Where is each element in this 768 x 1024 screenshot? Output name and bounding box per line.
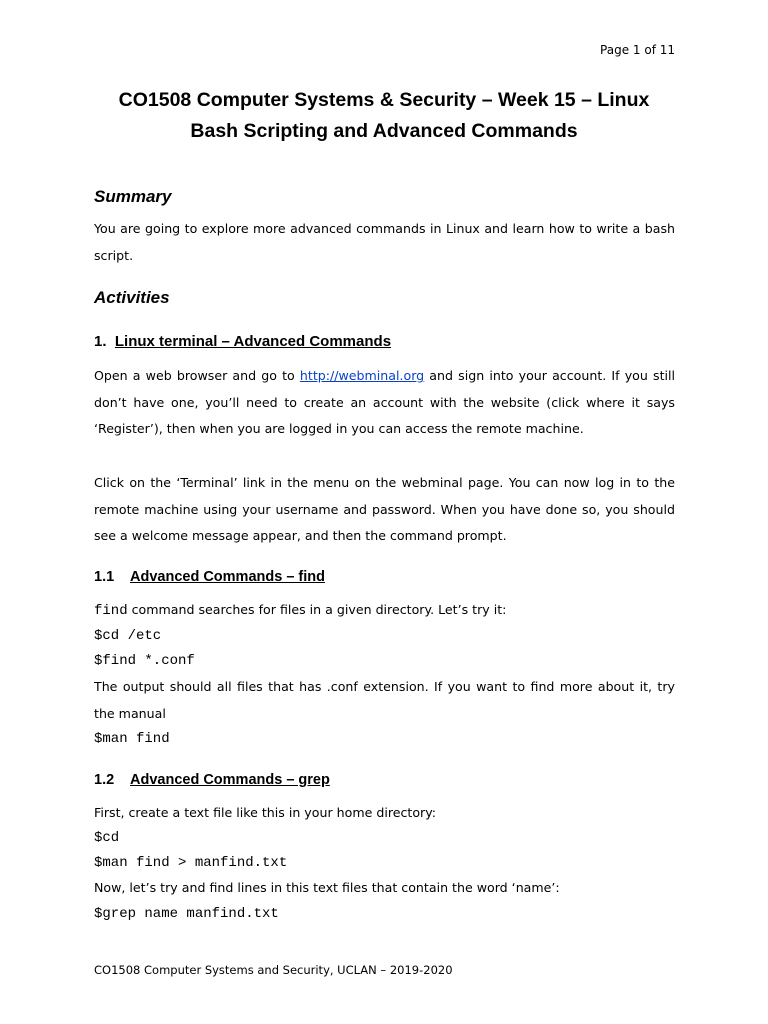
para1-before-link: Open a web browser and go to <box>94 368 300 383</box>
find-output-text: The output should all files that has .conf extension. If you want to find more about it, try the manual <box>94 679 675 721</box>
command-man-find-redirect: $man find > manfind.txt <box>94 855 288 871</box>
document-title <box>80 85 688 147</box>
title-line-2: Bash Scripting and Advanced Commands <box>190 120 578 142</box>
summary-heading: Summary <box>94 187 172 206</box>
webminal-link[interactable]: http://webminal.org <box>299 368 425 383</box>
command-cd-etc: $cd /etc <box>94 628 162 644</box>
section-1-number: 1. <box>94 333 107 350</box>
section-1-title: Linux terminal – Advanced Commands <box>114 333 392 350</box>
grep-instruction-text: Now, let’s try and find lines in this text files that contain the word ‘name’: <box>94 880 560 895</box>
command-cd: $cd <box>94 830 120 846</box>
section-1-2-heading <box>94 772 330 788</box>
find-inline-code: find <box>94 603 128 619</box>
section-1-1-title: Advanced Commands – find <box>130 569 325 585</box>
section-1-1-heading <box>94 569 325 585</box>
command-grep-name: $grep name manfind.txt <box>94 906 279 922</box>
section-1-2-title: Advanced Commands – grep <box>130 772 330 788</box>
section-1-paragraph-1 <box>94 363 675 443</box>
command-man-find: $man find <box>94 731 170 747</box>
section-1-1-number: 1.1 <box>94 569 115 585</box>
page-number: Page 1 of 11 <box>600 43 675 57</box>
find-intro <box>94 602 506 619</box>
summary-text: You are going to explore more advanced commands in Linux and learn how to write a bash script. <box>94 221 675 263</box>
grep-intro-text: First, create a text file like this in your home directory: <box>94 805 437 820</box>
activities-heading: Activities <box>94 288 170 307</box>
section-1-2-number: 1.2 <box>94 772 115 788</box>
section-1-paragraph-2: Click on the ‘Terminal’ link in the menu on the webminal page. You can now log in to the remote machine using your username and password. When you have done so, you should see a welcome message appear, and then the command prompt. <box>94 475 675 544</box>
command-find-conf: $find *.conf <box>94 653 195 669</box>
para1-after-link: and sign into your account. If you still don’t have one, you’ll need to create an account with the website (click where it says ‘Register’), then when you are logged in you can access the remote machine. <box>94 368 676 437</box>
section-1-heading <box>94 333 391 350</box>
title-line-1: CO1508 Computer Systems & Security – Week 15 – Linux <box>118 89 650 111</box>
find-intro-text: command searches for files in a given directory. Let’s try it: <box>127 602 507 617</box>
page-footer: CO1508 Computer Systems and Security, UCLAN – 2019-2020 <box>94 963 453 977</box>
